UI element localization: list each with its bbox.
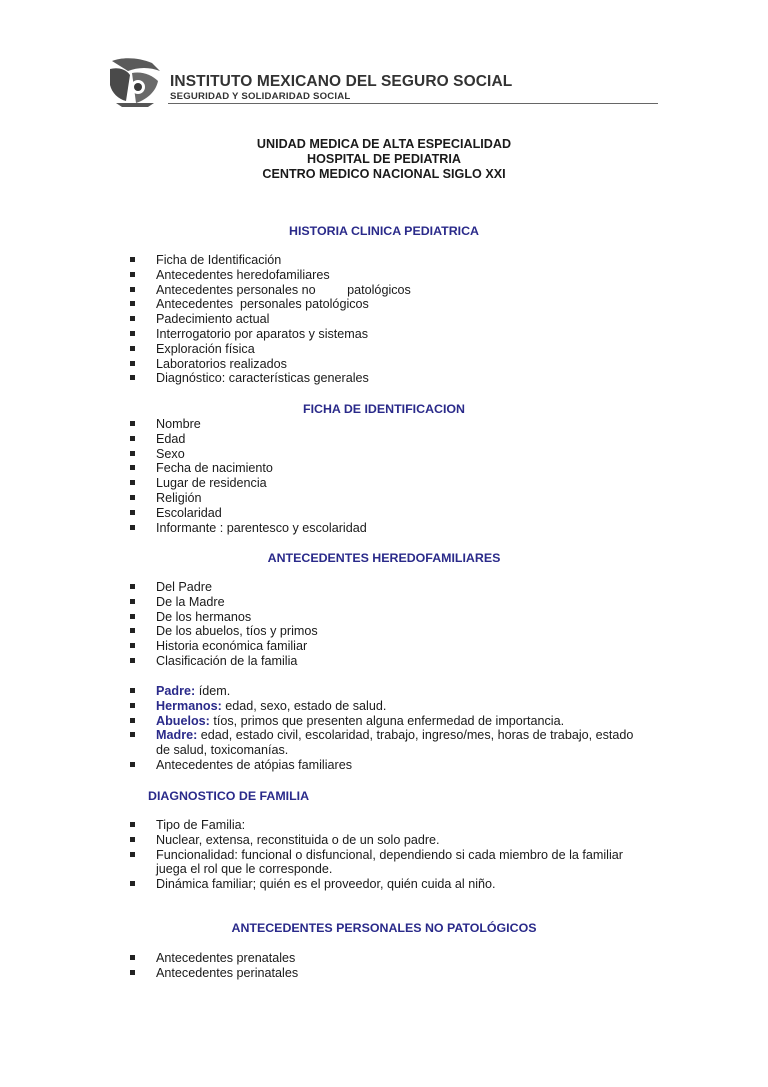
list-item: Antecedentes prenatales [0, 951, 298, 966]
list-item: Tipo de Familia: [0, 818, 646, 833]
unit-title-line-2: HOSPITAL DE PEDIATRIA [307, 152, 461, 166]
list-item: Antecedentes heredofamiliares [0, 268, 411, 283]
list-item: Clasificación de la familia [0, 654, 318, 669]
bullet-icon [130, 688, 135, 693]
heredo-details-list [0, 684, 648, 773]
list-item: De los hermanos [0, 610, 318, 625]
list-item: Lugar de residencia [0, 476, 367, 491]
list-item: De la Madre [0, 595, 318, 610]
bullet-icon [130, 718, 135, 723]
bullet-icon [130, 436, 135, 441]
bullet-icon [130, 316, 135, 321]
list-item: Del Padre [0, 580, 318, 595]
list-item: Diagnóstico: características generales [0, 371, 411, 386]
list-item: Antecedentes perinatales [0, 966, 298, 981]
section-title-historia: HISTORIA CLINICA PEDIATRICA [289, 224, 479, 238]
unit-title-line-1: UNIDAD MEDICA DE ALTA ESPECIALIDAD [256, 137, 512, 151]
section-title-ficha: FICHA DE IDENTIFICACION [303, 402, 465, 416]
bullet-icon [130, 599, 135, 604]
section-title-no-patologicos: ANTECEDENTES PERSONALES NO PATOLÓGICOS [231, 921, 537, 935]
bullet-icon [130, 257, 135, 262]
unit-title-line-3: CENTRO MEDICO NACIONAL SIGLO XXI [262, 167, 506, 181]
list-item: Edad [0, 432, 367, 447]
list-item: Historia económica familiar [0, 639, 318, 654]
list-item: Padecimiento actual [0, 312, 411, 327]
org-tagline: SEGURIDAD Y SOLIDARIDAD SOCIAL [170, 91, 351, 102]
bullet-icon [130, 762, 135, 767]
bullet-icon [130, 584, 135, 589]
bullet-icon [130, 465, 135, 470]
bullet-icon [130, 837, 135, 842]
bullet-icon [130, 732, 135, 737]
bullet-icon [130, 495, 135, 500]
bullet-icon [130, 272, 135, 277]
list-item: Funcionalidad: funcional o disfuncional, dependiendo si cada miembro de la familiar juega el rol que le corresponde. [0, 848, 646, 878]
list-item: Abuelos: tíos, primos que presenten alguna enfermedad de importancia. [0, 714, 648, 729]
historia-list [0, 253, 411, 386]
bullet-icon [130, 703, 135, 708]
list-item: Exploración física [0, 342, 411, 357]
list-item: Antecedentes personales no patológicos [0, 283, 411, 298]
list-item: Interrogatorio por aparatos y sistemas [0, 327, 411, 342]
list-item: Religión [0, 491, 367, 506]
bullet-icon [130, 658, 135, 663]
list-item: Dinámica familiar; quién es el proveedor, quién cuida al niño. [0, 877, 646, 892]
bullet-icon [130, 301, 135, 306]
list-item: Antecedentes de atópias familiares [0, 758, 648, 773]
imss-eagle-logo-icon [108, 55, 164, 109]
diagnostico-list [0, 818, 646, 892]
org-name: INSTITUTO MEXICANO DEL SEGURO SOCIAL [170, 73, 513, 90]
heredo-list [0, 580, 318, 669]
bullet-icon [130, 955, 135, 960]
no-patologicos-list [0, 951, 298, 981]
bullet-icon [130, 375, 135, 380]
list-item: Ficha de Identificación [0, 253, 411, 268]
bullet-icon [130, 614, 135, 619]
bullet-icon [130, 643, 135, 648]
list-item: Sexo [0, 447, 367, 462]
list-item: Antecedentes personales patológicos [0, 297, 411, 312]
bullet-icon [130, 331, 135, 336]
bullet-icon [130, 421, 135, 426]
bullet-icon [130, 628, 135, 633]
bullet-icon [130, 510, 135, 515]
list-item: De los abuelos, tíos y primos [0, 624, 318, 639]
bullet-icon [130, 852, 135, 857]
bullet-icon [130, 480, 135, 485]
bullet-icon [130, 822, 135, 827]
list-item: Padre: ídem. [0, 684, 648, 699]
section-title-diagnostico: DIAGNOSTICO DE FAMILIA [148, 789, 310, 803]
bullet-icon [130, 346, 135, 351]
list-item: Nuclear, extensa, reconstituida o de un solo padre. [0, 833, 646, 848]
list-item: Escolaridad [0, 506, 367, 521]
list-item: Laboratorios realizados [0, 357, 411, 372]
list-item: Madre: edad, estado civil, escolaridad, trabajo, ingreso/mes, horas de trabajo, estado de salud, toxicomanías. [0, 728, 648, 758]
header-divider [168, 103, 658, 104]
list-item: Informante : parentesco y escolaridad [0, 521, 367, 536]
list-item: Fecha de nacimiento [0, 461, 367, 476]
bullet-icon [130, 525, 135, 530]
ficha-list [0, 417, 367, 535]
list-item: Hermanos: edad, sexo, estado de salud. [0, 699, 648, 714]
bullet-icon [130, 451, 135, 456]
bullet-icon [130, 361, 135, 366]
bullet-icon [130, 287, 135, 292]
bullet-icon [130, 881, 135, 886]
list-item: Nombre [0, 417, 367, 432]
section-title-heredo: ANTECEDENTES HEREDOFAMILIARES [267, 551, 501, 565]
bullet-icon [130, 970, 135, 975]
